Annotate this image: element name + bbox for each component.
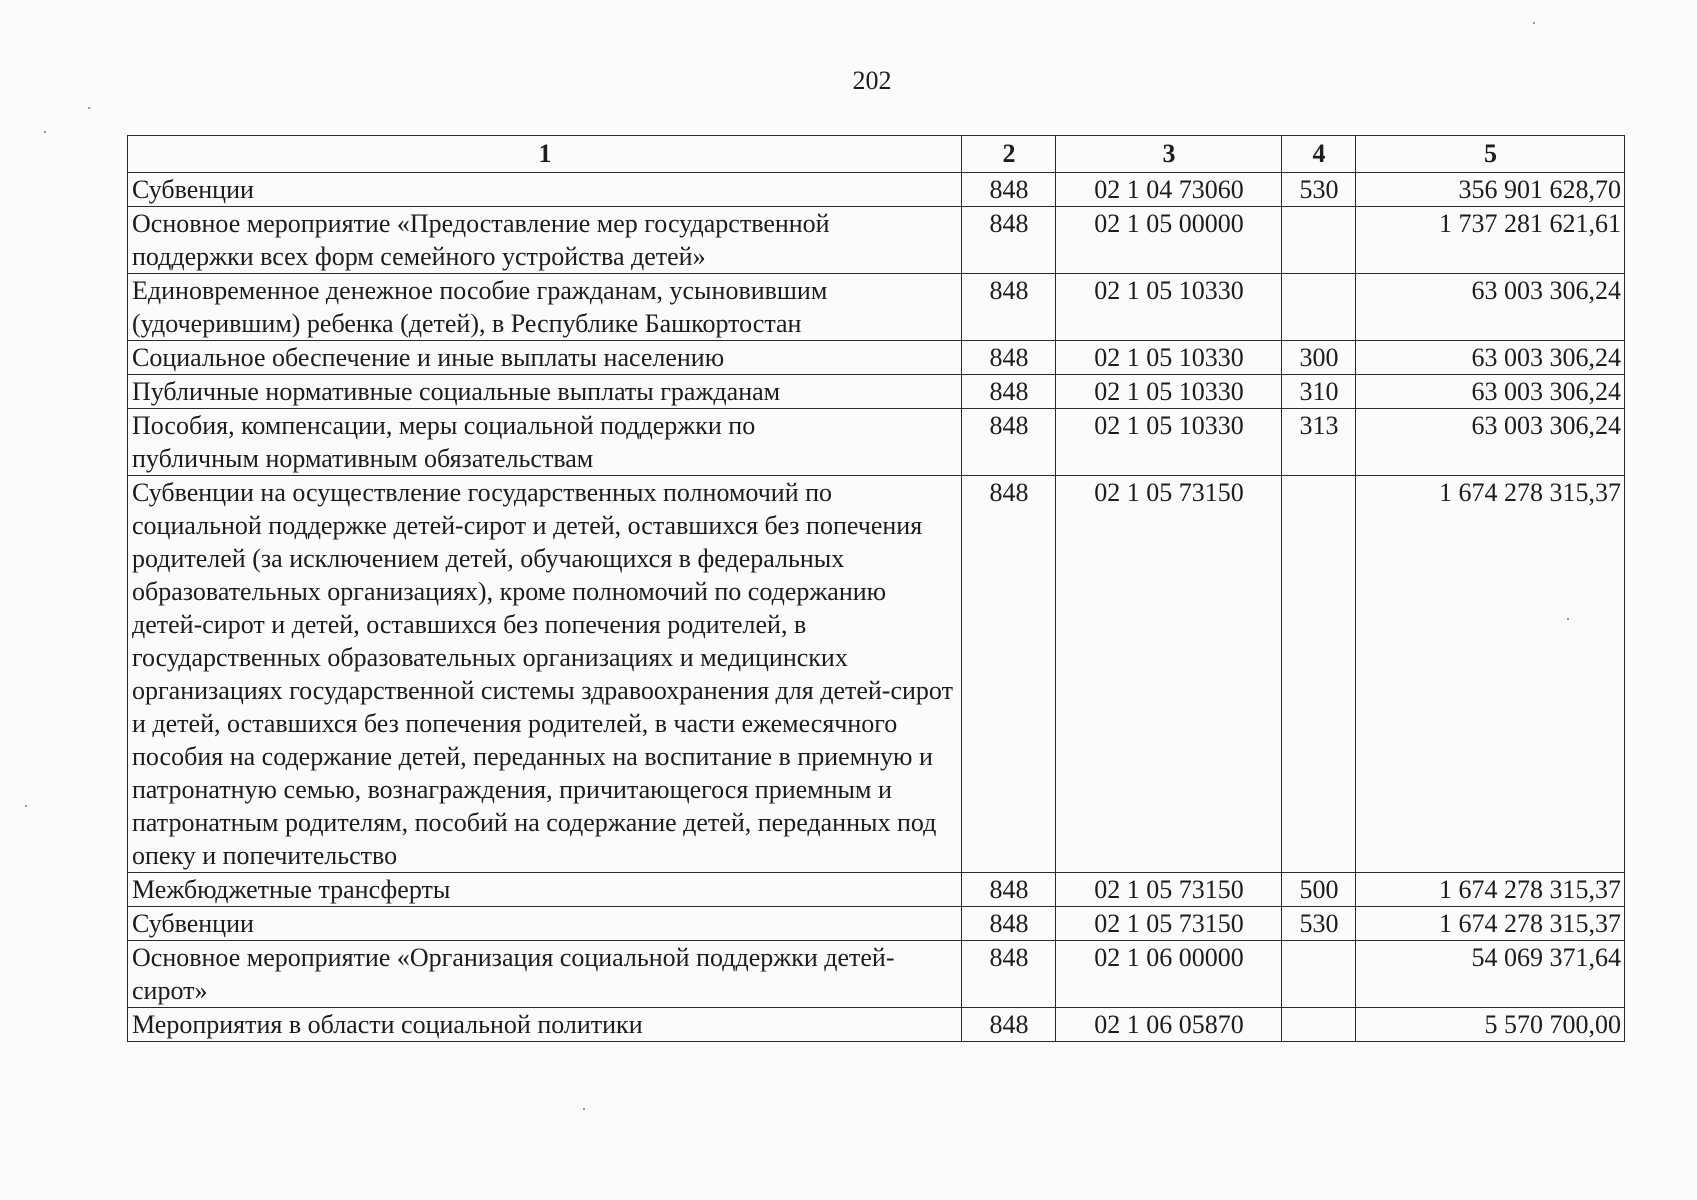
budget-table bbox=[127, 135, 1625, 1042]
row-col-2: 848 bbox=[962, 1008, 1056, 1042]
row-col-5: 1 674 278 315,37 bbox=[1356, 873, 1625, 907]
row-col-3: 02 1 05 73150 bbox=[1056, 907, 1282, 941]
row-col-5: 1 674 278 315,37 bbox=[1356, 476, 1625, 873]
row-name: Пособия, компенсации, меры социальной поддержки по публичным нормативным обязательствам bbox=[128, 409, 962, 476]
row-col-5: 63 003 306,24 bbox=[1356, 375, 1625, 409]
row-col-4 bbox=[1282, 476, 1356, 873]
header-row bbox=[128, 136, 1625, 173]
table-row bbox=[128, 873, 1625, 907]
row-col-5: 1 737 281 621,61 bbox=[1356, 207, 1625, 274]
row-col-2: 848 bbox=[962, 375, 1056, 409]
scan-speck bbox=[25, 805, 27, 807]
row-col-2: 848 bbox=[962, 873, 1056, 907]
row-col-5: 356 901 628,70 bbox=[1356, 173, 1625, 207]
row-col-5: 63 003 306,24 bbox=[1356, 341, 1625, 375]
table-row bbox=[128, 207, 1625, 274]
row-col-2: 848 bbox=[962, 941, 1056, 1008]
row-col-2: 848 bbox=[962, 907, 1056, 941]
row-name: Основное мероприятие «Организация социальной поддержки детей-сирот» bbox=[128, 941, 962, 1008]
row-col-4 bbox=[1282, 207, 1356, 274]
row-col-3: 02 1 05 10330 bbox=[1056, 409, 1282, 476]
row-col-3: 02 1 05 73150 bbox=[1056, 476, 1282, 873]
row-name: Субвенции bbox=[128, 173, 962, 207]
row-col-4 bbox=[1282, 274, 1356, 341]
row-col-2: 848 bbox=[962, 409, 1056, 476]
row-col-4: 313 bbox=[1282, 409, 1356, 476]
row-name: Межбюджетные трансферты bbox=[128, 873, 962, 907]
row-name: Субвенции bbox=[128, 907, 962, 941]
row-col-3: 02 1 05 10330 bbox=[1056, 274, 1282, 341]
row-col-4 bbox=[1282, 1008, 1356, 1042]
table-row bbox=[128, 941, 1625, 1008]
row-col-3: 02 1 06 05870 bbox=[1056, 1008, 1282, 1042]
table-row bbox=[128, 409, 1625, 476]
table-row bbox=[128, 375, 1625, 409]
row-col-3: 02 1 04 73060 bbox=[1056, 173, 1282, 207]
row-col-5: 63 003 306,24 bbox=[1356, 409, 1625, 476]
row-col-2: 848 bbox=[962, 274, 1056, 341]
row-col-4: 300 bbox=[1282, 341, 1356, 375]
row-col-2: 848 bbox=[962, 476, 1056, 873]
row-col-3: 02 1 05 10330 bbox=[1056, 341, 1282, 375]
row-col-4: 500 bbox=[1282, 873, 1356, 907]
row-name: Основное мероприятие «Предоставление мер государственной поддержки всех форм семейного устройства детей» bbox=[128, 207, 962, 274]
row-col-5: 5 570 700,00 bbox=[1356, 1008, 1625, 1042]
row-col-4: 310 bbox=[1282, 375, 1356, 409]
row-col-5: 54 069 371,64 bbox=[1356, 941, 1625, 1008]
row-col-4 bbox=[1282, 941, 1356, 1008]
row-col-3: 02 1 05 00000 bbox=[1056, 207, 1282, 274]
row-name: Социальное обеспечение и иные выплаты населению bbox=[128, 341, 962, 375]
header-col-2: 2 bbox=[962, 136, 1056, 173]
header-col-1: 1 bbox=[128, 136, 962, 173]
row-name: Единовременное денежное пособие гражданам, усыновившим (удочерившим) ребенка (детей), в Республике Башкортостан bbox=[128, 274, 962, 341]
row-col-4: 530 bbox=[1282, 907, 1356, 941]
header-col-5: 5 bbox=[1356, 136, 1625, 173]
scan-speck bbox=[583, 1108, 585, 1110]
row-name: Субвенции на осуществление государственных полномочий по социальной поддержке детей-сирот и детей, оставшихся без попечения родителей (за исключением детей, обучающихся в федеральных образовательных организациях), кроме полномочий по содержанию детей-сирот и детей, оставшихся без попечения родителей, в государственных образовательных организациях и медицинских организациях государственной системы здравоохранения для детей-сирот и детей, оставшихся без попечения родителей, в части ежемесячного пособия на содержание детей, переданных на воспитание в приемную и патронатную семью, вознаграждения, причитающегося приемным и патронатным родителям, пособий на содержание детей, переданных под опеку и попечительство bbox=[128, 476, 962, 873]
table-row bbox=[128, 173, 1625, 207]
scan-speck bbox=[44, 131, 46, 133]
table-row bbox=[128, 476, 1625, 873]
header-col-3: 3 bbox=[1056, 136, 1282, 173]
row-col-4: 530 bbox=[1282, 173, 1356, 207]
scan-speck bbox=[88, 107, 90, 109]
scan-speck bbox=[1533, 22, 1535, 24]
table-row bbox=[128, 907, 1625, 941]
row-col-3: 02 1 06 00000 bbox=[1056, 941, 1282, 1008]
table-row bbox=[128, 1008, 1625, 1042]
row-name: Мероприятия в области социальной политики bbox=[128, 1008, 962, 1042]
row-col-3: 02 1 05 10330 bbox=[1056, 375, 1282, 409]
row-col-2: 848 bbox=[962, 341, 1056, 375]
scan-speck bbox=[1567, 618, 1569, 620]
row-col-3: 02 1 05 73150 bbox=[1056, 873, 1282, 907]
table-row bbox=[128, 341, 1625, 375]
header-col-4: 4 bbox=[1282, 136, 1356, 173]
row-col-5: 63 003 306,24 bbox=[1356, 274, 1625, 341]
table-row bbox=[128, 274, 1625, 341]
row-col-2: 848 bbox=[962, 207, 1056, 274]
row-col-5: 1 674 278 315,37 bbox=[1356, 907, 1625, 941]
row-name: Публичные нормативные социальные выплаты гражданам bbox=[128, 375, 962, 409]
page-number: 202 bbox=[852, 66, 892, 95]
row-col-2: 848 bbox=[962, 173, 1056, 207]
